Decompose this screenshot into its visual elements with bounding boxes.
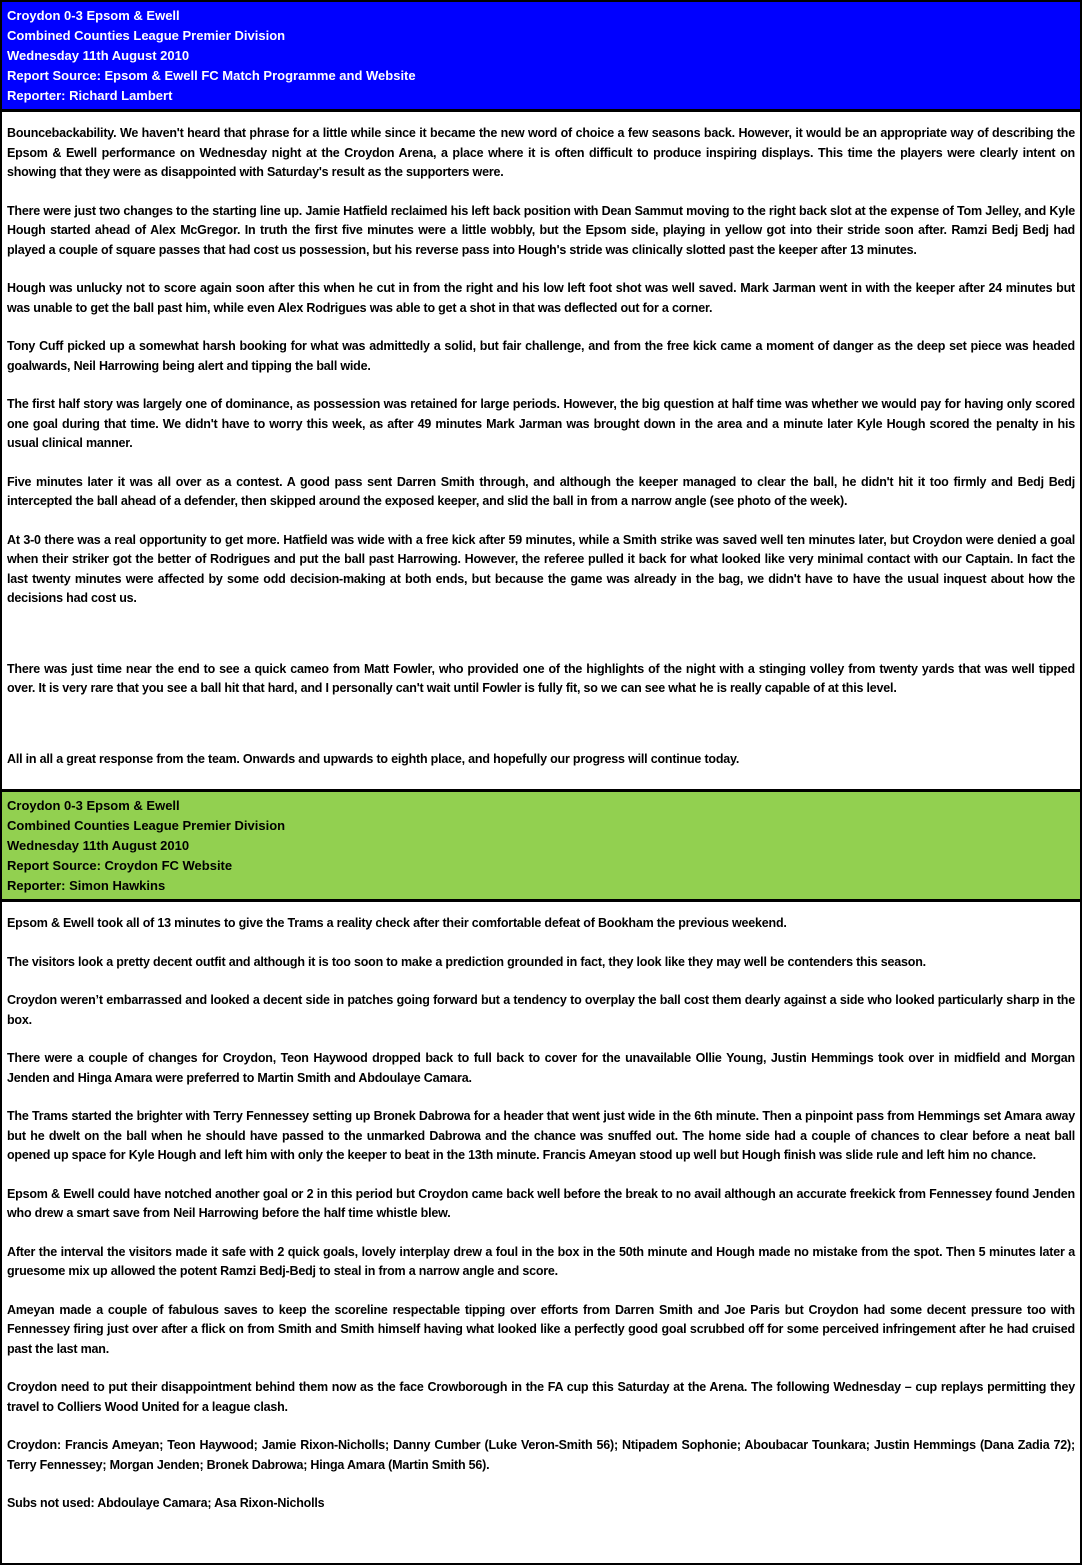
match-score-title: Croydon 0-3 Epsom & Ewell [7, 798, 180, 813]
paragraph: Tony Cuff picked up a somewhat harsh booking for what was admittedly a solid, but fair challenge, and from the free kick came a moment of danger as the deep set piece was headed goalwards, Neil Harrowing being alert and tipping the ball wide. [7, 339, 1075, 373]
league-name: Combined Counties League Premier Division [7, 28, 286, 43]
paragraph: Bouncebackability. We haven't heard that phrase for a little while since it became the new word of choice a few seasons back. However, it would be an appropriate way of describing the Epsom & Ewell performance on Wednesday night at the Croydon Arena, a place where it is often difficult to produce inspiring displays. This time the players were clearly intent on showing that they were as disappointed with Saturday's result as the supporters were. [7, 126, 1075, 179]
paragraph: Croydon weren’t embarrassed and looked a decent side in patches going forward but a tendency to overplay the ball cost them dearly against a side who looked particularly sharp in the box. [7, 993, 1075, 1027]
report-epsom-ewell [2, 2, 1080, 789]
paragraph: The first half story was largely one of dominance, as possession was retained for large periods. However, the big question at half time was whether we would pay for having only scored one goal during that time. We didn't have to worry this week, as after 49 minutes Mark Jarman was brought down in the area and a minute later Kyle Hough scored the penalty in his usual clinical manner. [7, 397, 1075, 450]
paragraph: All in all a great response from the team. Onwards and upwards to eighth place, and hopefully our progress will continue today. [7, 751, 740, 766]
reporter-name: Reporter: Richard Lambert [7, 88, 173, 103]
paragraph: Epsom & Ewell took all of 13 minutes to give the Trams a reality check after their comfortable defeat of Bookham the previous weekend. [7, 916, 787, 930]
report-croydon [2, 789, 1080, 1534]
paragraph: Croydon: Francis Ameyan; Teon Haywood; Jamie Rixon-Nicholls; Danny Cumber (Luke Veron-Smith 56); Ntipadem Sophonie; Aboubacar Tounkara; Justin Hemmings (Dana Zadia 72); Terry Fennessey; Morgan Jenden; Bronek Dabrowa; Hinga Amara (Martin Smith 56). [7, 1438, 1075, 1472]
report-header-green [2, 789, 1080, 902]
league-name: Combined Counties League Premier Division [7, 818, 286, 833]
report-body-epsom [2, 112, 1080, 789]
paragraph: Subs not used: Abdoulaye Camara; Asa Rixon-Nicholls [7, 1496, 325, 1510]
reporter-name: Reporter: Simon Hawkins [7, 878, 166, 893]
paragraph [7, 628, 1075, 641]
match-score-title: Croydon 0-3 Epsom & Ewell [7, 8, 180, 23]
paragraph: There was just time near the end to see a quick cameo from Matt Fowler, who provided one of the highlights of the night with a stinging volley from twenty yards that was well tipped over. It is very rare that you see a ball hit that hard, and I personally can't wait until Fowler is fully fit, so we can see what he is really capable of at this level. [7, 661, 1075, 695]
paragraph: There were a couple of changes for Croydon, Teon Haywood dropped back to full back to cover for the unavailable Ollie Young, Justin Hemmings took over in midfield and Morgan Jenden and Hinga Amara were preferred to Martin Smith and Abdoulaye Camara. [7, 1051, 1075, 1085]
report-header-blue [2, 2, 1080, 112]
paragraph: Epsom & Ewell could have notched another goal or 2 in this period but Croydon came back well before the break to no avail although an accurate freekick from Fennessey found Jenden who drew a smart save from Neil Harrowing before the half time whistle blew. [7, 1186, 1075, 1220]
paragraph: There were just two changes to the starting line up. Jamie Hatfield reclaimed his left back position with Dean Sammut moving to the right back slot at the expense of Tom Jelley, and Kyle Hough started ahead of Alex McGregor. In truth the first five minutes were a little wobbly, but the Epsom side, playing in yellow got into their stride soon after. Ramzi Bedj Bedj had played a couple of square passes that had cost us possession, but his reverse pass into Hough's stride was clinically slotted past the keeper after 13 minutes. [7, 203, 1075, 257]
paragraph: The Trams started the brighter with Terry Fennessey setting up Bronek Dabrowa for a header that went just wide in the 6th minute. Then a pinpoint pass from Hemmings set Amara away but he dwelt on the ball when he should have passed to the unmarked Dabrowa and the chance was snuffed out. The home side had a couple of chances to clear before a neat ball opened up space for Kyle Hough and left him with only the keeper to beat in the 13th minute. Francis Ameyan stood up well but Hough finish was slide rule and left him no chance. [7, 1109, 1075, 1162]
match-date: Wednesday 11th August 2010 [7, 838, 190, 853]
paragraph: Ameyan made a couple of fabulous saves to keep the scoreline respectable tipping over efforts from Darren Smith and Joe Paris but Croydon had some decent pressure too with Fennessey firing just over after a flick on from Smith and Smith himself having what looked like a perfectly good goal scrubbed off for some perceived infringement after he had cruised past the last man. [7, 1302, 1075, 1356]
match-date: Wednesday 11th August 2010 [7, 48, 190, 63]
paragraph: Five minutes later it was all over as a contest. A good pass sent Darren Smith through, and although the keeper managed to clear the ball, he didn't hit it too firmly and Bedj Bedj intercepted the ball ahead of a defender, then skipped around the exposed keeper, and slid the ball in from a narrow angle (see photo of the week). [7, 474, 1075, 508]
paragraph: Hough was unlucky not to score again soon after this when he cut in from the right and his low left foot shot was well saved. Mark Jarman went in with the keeper after 24 minutes but was unable to get the ball past him, while even Alex Rodrigues was able to get a shot in that was deflected out for a corner. [7, 281, 1075, 315]
report-source: Report Source: Croydon FC Website [7, 858, 233, 873]
paragraph: After the interval the visitors made it safe with 2 quick goals, lovely interplay drew a foul in the box in the 50th minute and Hough made no mistake from the spot. Then 5 minutes later a gruesome mix up allowed the potent Ramzi Bedj-Bedj to steal in from a narrow angle and score. [7, 1244, 1075, 1278]
report-body-croydon [2, 902, 1080, 1534]
report-source: Report Source: Epsom & Ewell FC Match Programme and Website [7, 68, 416, 83]
paragraph [7, 718, 1075, 731]
paragraph: At 3-0 there was a real opportunity to get more. Hatfield was wide with a free kick after 59 minutes, while a Smith strike was saved well ten minutes later, but Croydon were denied a goal when their striker got the better of Rodrigues and put the ball past Harrowing. However, the referee pulled it back for what looked like very minimal contact with our Captain. In fact the last twenty minutes were affected by some odd decision-making at both ends, but because the game was already in the bag, we didn't have to have the usual inquest about how the decisions had cost us. [7, 532, 1075, 605]
paragraph: Croydon need to put their disappointment behind them now as the face Crowborough in the FA cup this Saturday at the Arena. The following Wednesday – cup replays permitting they travel to Colliers Wood United for a league clash. [7, 1380, 1075, 1414]
paragraph: The visitors look a pretty decent outfit and although it is too soon to make a prediction grounded in fact, they look like they may well be contenders this season. [7, 954, 926, 969]
